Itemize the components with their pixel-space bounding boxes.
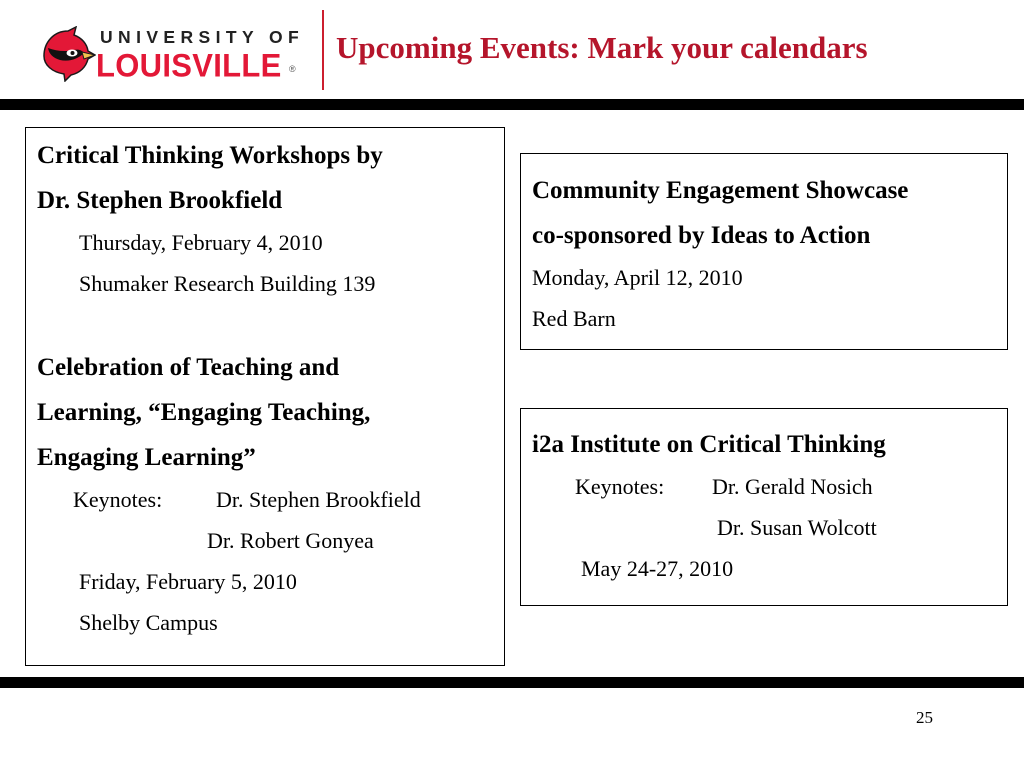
institute-keynotes-label: Keynotes: [575, 474, 665, 499]
workshop-title-line1: Critical Thinking Workshops by [37, 142, 383, 169]
showcase-date: Monday, April 12, 2010 [532, 265, 743, 290]
showcase-box [520, 153, 1008, 350]
university-of-text: UNIVERSITY OF [100, 27, 305, 47]
page-number: 25 [916, 708, 933, 727]
celebration-location: Shelby Campus [79, 610, 218, 635]
celebration-title-line3: Engaging Learning” [37, 444, 256, 471]
top-rule [0, 99, 1024, 110]
louisville-wordmark: LOUISVILLE [96, 47, 282, 84]
university-logo [38, 24, 305, 86]
workshop-location: Shumaker Research Building 139 [79, 271, 376, 296]
institute-title: i2a Institute on Critical Thinking [532, 431, 886, 458]
header-divider [322, 10, 324, 90]
registered-mark: ® [289, 64, 296, 74]
celebration-title-line2: Learning, “Engaging Teaching, [37, 399, 371, 426]
workshop-date: Thursday, February 4, 2010 [79, 230, 323, 255]
celebration-keynotes-label: Keynotes: [73, 487, 163, 512]
celebration-keynote-1: Dr. Stephen Brookfield [216, 487, 421, 512]
showcase-location: Red Barn [532, 306, 616, 331]
cardinal-bird-icon [38, 26, 96, 82]
showcase-title-line1: Community Engagement Showcase [532, 177, 909, 204]
celebration-date: Friday, February 5, 2010 [79, 569, 297, 594]
slide-title: Upcoming Events: Mark your calendars [336, 30, 868, 65]
bottom-rule [0, 677, 1024, 688]
institute-dates: May 24-27, 2010 [581, 556, 734, 581]
celebration-title-line1: Celebration of Teaching and [37, 354, 340, 381]
institute-keynote-1: Dr. Gerald Nosich [712, 474, 873, 499]
institute-keynote-2: Dr. Susan Wolcott [717, 515, 877, 540]
workshop-title-line2: Dr. Stephen Brookfield [37, 187, 283, 214]
showcase-title-line2: co-sponsored by Ideas to Action [532, 222, 871, 249]
institute-box [520, 408, 1008, 606]
left-events-box [25, 127, 505, 666]
celebration-keynote-2: Dr. Robert Gonyea [207, 528, 374, 553]
slide-header [0, 0, 1024, 100]
